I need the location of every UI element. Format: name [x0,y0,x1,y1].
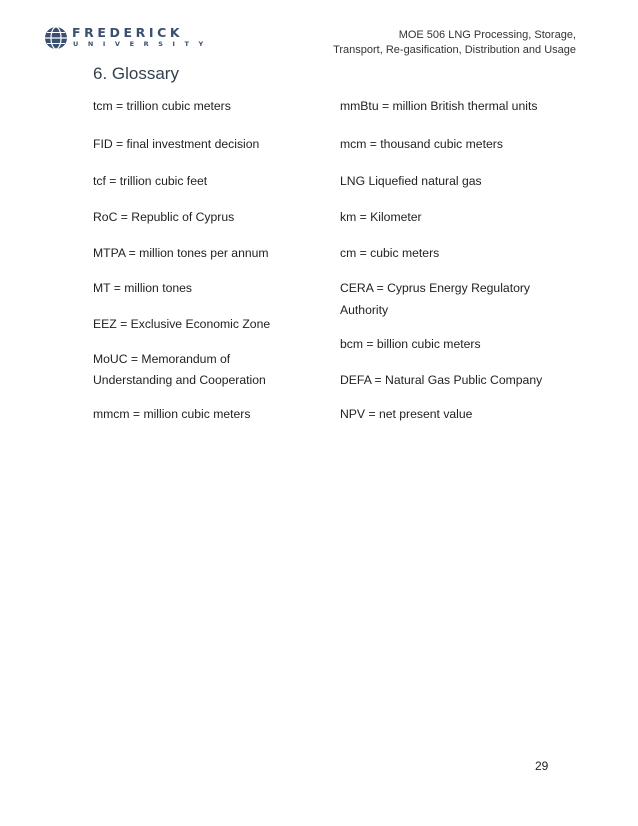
glossary-entry: MT = million tones [93,281,193,295]
glossary-entry-continued: Authority [340,303,389,317]
page-number: 29 [535,759,549,773]
glossary-entry: DEFA = Natural Gas Public Company [340,373,543,387]
header-line-2: Transport, Re-gasification, Distribution and Usage [333,44,576,56]
glossary-entry: tcf = trillion cubic feet [93,174,208,188]
glossary-entry: FID = final investment decision [93,137,260,151]
logo-name: FREDERICK [72,25,184,40]
running-header [333,28,576,58]
glossary-entry: km = Kilometer [340,210,422,224]
glossary-entry: mcm = thousand cubic meters [340,137,503,151]
glossary-entry: LNG Liquefied natural gas [340,174,482,188]
glossary-entry: MTPA = million tones per annum [93,246,269,260]
glossary-entry: tcm = trillion cubic meters [93,99,231,113]
globe-icon [44,26,68,50]
glossary-entry: cm = cubic meters [340,246,440,260]
header-line-1: MOE 506 LNG Processing, Storage, [398,29,576,41]
glossary-entry: NPV = net present value [340,407,473,421]
logo-subtitle: UNIVERSITY [73,40,213,48]
section-title: 6. Glossary [93,64,179,83]
glossary-entry: MoUC = Memorandum of [93,352,231,366]
glossary-entry: bcm = billion cubic meters [340,337,481,351]
glossary-entry: mmcm = million cubic meters [93,407,251,421]
glossary-entry: CERA = Cyprus Energy Regulatory [340,281,531,295]
glossary-entry: mmBtu = million British thermal units [340,99,538,113]
glossary-entry: RoC = Republic of Cyprus [93,210,235,224]
glossary-entry-continued: Understanding and Cooperation [93,373,266,387]
university-logo [44,24,213,52]
glossary-entry: EEZ = Exclusive Economic Zone [93,317,271,331]
